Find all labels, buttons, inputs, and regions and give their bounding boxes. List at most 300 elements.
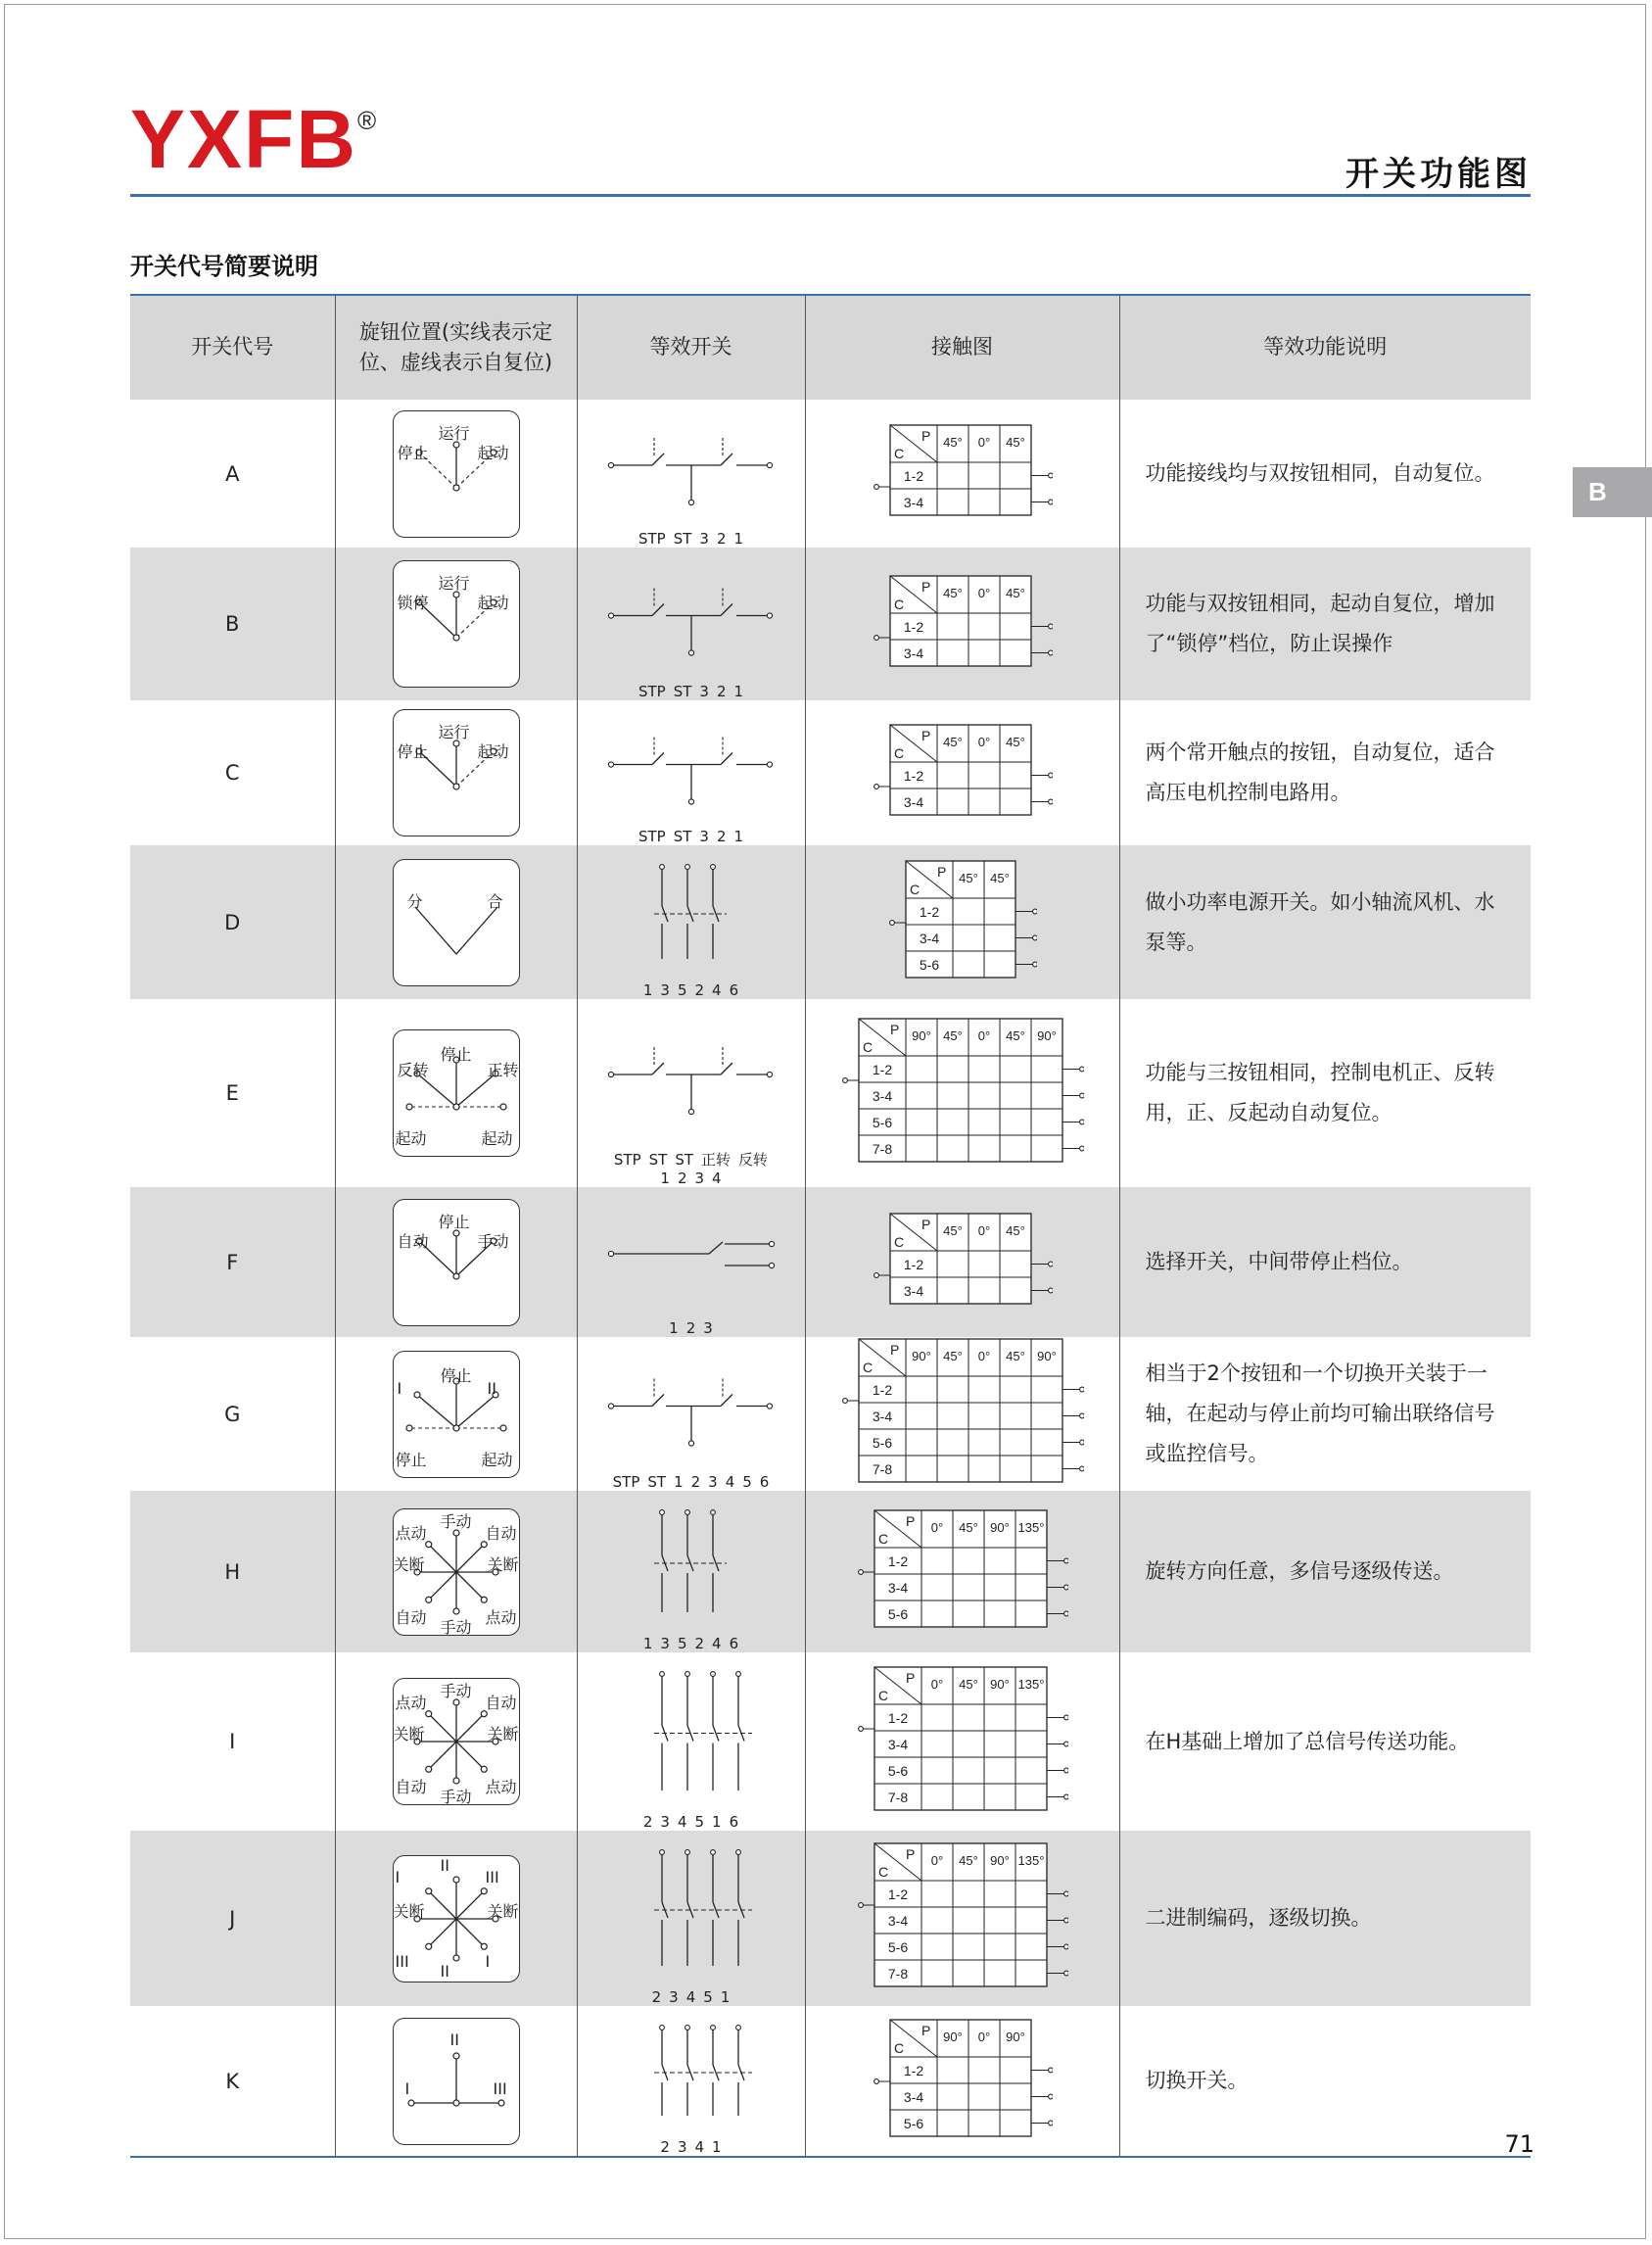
switch-terminal-label: 3 [708,1472,718,1491]
contact-chart [873,1212,1053,1308]
switch-terminal-label: 6 [729,1635,739,1652]
contact-row-label: 3-4 [903,495,923,510]
knob-diagram [393,859,520,986]
contact-column-label: 90° [989,1676,1010,1692]
knob-cell [335,1491,577,1652]
knob-label: 停止 [438,1212,470,1231]
table-row [130,1831,1531,2006]
contact-chart [857,1508,1068,1631]
switch-code: G [130,1337,335,1491]
switch-terminal-label: 1 [733,828,744,845]
header-divider [130,194,1531,197]
contact-row-label: 7-8 [872,1461,892,1477]
switch-terminal-label: 1 [733,530,744,548]
knob-label: II [440,1855,449,1875]
switch-terminal-label: 正转 [701,1151,732,1169]
knob-diagram [393,560,520,688]
knob-cell [335,700,577,845]
contact-chart-cell [805,548,1119,700]
switch-terminal-label: 1 [712,1813,722,1831]
contact-column-label: 0° [977,435,990,450]
knob-label: 停止 [397,443,429,462]
contact-row-label: 3-4 [903,2088,923,2105]
switch-terminal-label: 4 [677,1813,687,1831]
switch-code: H [130,1491,335,1652]
equivalent-switch-cell [577,1337,805,1491]
equivalent-switch-cell [577,999,805,1187]
knob-label: 手动 [440,1682,472,1700]
switch-terminal-label: 4 [694,2138,705,2156]
knob-label: II [487,1378,496,1398]
contact-column-label: 45° [1005,435,1025,450]
contact-row-label: 1-2 [919,903,939,920]
knob-label: III [485,1867,499,1887]
switch-terminal-label: 3 [677,2138,687,2156]
side-tab[interactable]: B [1573,467,1652,517]
knob-cell [335,1652,577,1831]
contact-column-label: 0° [930,1676,943,1692]
contact-chart-cell [805,1337,1119,1491]
contact-column-label: 45° [989,870,1010,885]
contact-column-label: 0° [977,585,990,600]
svg-text:P: P [920,428,930,444]
function-description: 做小功率电源开关。如小轴流风机、水泵等。 [1119,845,1531,999]
registered-mark: ® [357,106,377,135]
knob-label: 关断 [393,1554,425,1574]
knob-label: 运行 [438,723,470,741]
contact-column-label: 90° [942,2029,963,2044]
switch-code: A [130,400,335,548]
contact-row-label: 3-4 [903,645,923,661]
contact-row-label: 1-2 [903,468,923,484]
contact-row-label: 5-6 [872,1435,892,1451]
knob-cell [335,845,577,999]
switch-terminal-label: STP [637,530,666,548]
contact-column-label: 45° [942,435,963,450]
function-description: 旋转方向任意，多信号逐级传送。 [1119,1491,1531,1652]
svg-text:P: P [889,1021,899,1037]
knob-label: 起动 [481,1129,513,1148]
function-description: 选择开关，中间带停止档位。 [1119,1187,1531,1337]
contact-column-label: 45° [958,1676,978,1692]
contact-column-label: 45° [1005,1349,1025,1363]
page-number: 71 [1504,2130,1534,2158]
equivalent-switch-cell [577,400,805,548]
switch-terminal-label: STP [612,1472,640,1491]
knob-label: 停止 [440,1045,472,1064]
switch-terminal-label: 2 [716,828,727,845]
table-header-row [130,295,1531,400]
knob-label: II [440,1961,449,1981]
contact-chart-cell [805,1187,1119,1337]
knob-diagram [393,1029,520,1157]
contact-row-label: 3-4 [872,1409,892,1424]
switch-code: E [130,999,335,1187]
equivalent-switch-cell [577,845,805,999]
svg-text:C: C [909,881,920,897]
switch-terminal-label: 1 [733,683,744,700]
page-title: 开关功能图 [1345,155,1532,194]
contact-row-label: 1-2 [887,1552,908,1569]
switch-terminal-label: 3 [703,1319,713,1337]
switch-terminal-label: STP [637,828,666,845]
knob-label: I [395,1867,401,1887]
knob-label: 关断 [487,1554,519,1574]
switch-terminal-labels [578,1473,805,1491]
contact-column-label: 90° [1036,1349,1057,1363]
brand-logo [130,93,377,185]
equivalent-switch-diagram [593,2006,789,2139]
switch-terminal-label: 2 [690,1472,701,1491]
knob-diagram [393,1199,520,1326]
switch-terminal-label: 6 [729,1813,739,1831]
switch-code: C [130,700,335,845]
switch-terminal-label: 5 [703,1988,713,2006]
contact-chart-cell [805,1491,1119,1652]
switch-code: I [130,1652,335,1831]
svg-text:C: C [893,2039,904,2056]
contact-column-label: 0° [977,1027,990,1043]
switch-terminal-label: ST [673,530,692,548]
svg-text:P: P [920,2022,930,2038]
switch-terminal-label: 3 [669,1988,679,2006]
switch-terminal-label: 3 [694,1170,705,1187]
equivalent-switch-diagram [593,1652,789,1814]
contact-chart [888,859,1037,981]
equivalent-switch-cell [577,548,805,700]
knob-label: 关断 [393,1725,425,1743]
table-row [130,400,1531,548]
knob-lines [394,860,519,985]
contact-chart [857,1665,1068,1814]
switch-code: K [130,2006,335,2157]
knob-diagram [393,1351,520,1478]
contact-row-label: 1-2 [903,2062,923,2078]
knob-label: I [485,1951,491,1971]
knob-label: I [397,1378,402,1398]
function-description: 功能与双按钮相同，起动自复位，增加了“锁停”档位，防止误操作 [1119,548,1531,700]
equivalent-switch-cell [577,1187,805,1337]
contact-row-label: 3-4 [887,1579,908,1596]
switch-terminal-label: 4 [712,1635,722,1652]
switch-terminal-label: 4 [712,981,722,999]
switch-terminal-label: 2 [694,1635,705,1652]
svg-text:P: P [920,727,930,743]
contact-chart [873,423,1053,519]
knob-label: 手动 [477,1231,509,1251]
header-equivalent: 等效开关 [577,295,805,400]
equivalent-switch-cell [577,700,805,845]
knob-label: 自动 [395,1778,427,1796]
knob-label: 分 [406,891,423,911]
contact-chart-cell [805,1652,1119,1831]
knob-label: III [395,1951,409,1971]
svg-text:P: P [920,1217,930,1232]
switch-terminal-label: 反转 [738,1151,769,1169]
switch-code: J [130,1831,335,2006]
knob-label: II [449,2030,459,2049]
contact-column-label: 0° [930,1853,943,1868]
equivalent-switch-diagram [593,1831,789,1989]
knob-label: 点动 [485,1607,517,1627]
svg-text:C: C [877,1687,888,1703]
contact-column-label: 45° [958,1519,978,1535]
svg-text:C: C [877,1864,888,1880]
contact-row-label: 3-4 [887,1736,908,1752]
contact-column-label: 45° [942,1223,963,1238]
knob-diagram [393,1855,520,1982]
contact-column-label: 45° [958,1853,978,1868]
contact-chart [873,574,1053,670]
equivalent-switch-cell [577,1652,805,1831]
function-description: 在H基础上增加了总信号传送功能。 [1119,1652,1531,1831]
contact-column-label: 45° [958,870,978,885]
knob-label: 点动 [395,1523,427,1543]
contact-row-label: 7-8 [887,1966,908,1982]
switch-terminal-label: STP [613,1151,641,1169]
equivalent-switch-cell [577,1491,805,1652]
contact-row-label: 5-6 [903,2115,923,2131]
knob-label: 自动 [485,1523,517,1543]
contact-column-label: 0° [977,734,990,749]
contact-column-label: 90° [1005,2029,1025,2044]
contact-row-label: 5-6 [919,956,939,973]
knob-label: 自动 [397,1231,429,1251]
knob-label: III [493,2078,507,2098]
equivalent-switch-diagram [593,1187,789,1320]
contact-row-label: 3-4 [887,1913,908,1929]
svg-text:C: C [893,744,904,761]
contact-chart-cell [805,999,1119,1187]
knob-label: 手动 [440,1788,472,1806]
svg-text:C: C [877,1530,888,1547]
contact-column-label: 0° [977,1349,990,1363]
switch-terminal-label: 5 [677,981,687,999]
svg-text:P: P [889,1342,899,1358]
contact-chart-cell [805,1831,1119,2006]
knob-label: 起动 [481,1450,513,1469]
header-function: 等效功能说明 [1119,295,1531,400]
svg-text:C: C [862,1038,873,1055]
table-row [130,1652,1531,1831]
contact-column-label: 45° [942,734,963,749]
contact-chart [841,1337,1084,1486]
contact-row-label: 7-8 [872,1140,892,1157]
svg-text:C: C [893,446,904,461]
knob-label: 手动 [440,1617,472,1637]
switch-terminal-label: 2 [651,1988,662,2006]
contact-row-label: 1-2 [903,767,923,784]
contact-chart-cell [805,700,1119,845]
equivalent-switch-cell [577,2006,805,2157]
contact-column-label: 0° [930,1519,943,1535]
function-description: 二进制编码，逐级切换。 [1119,1831,1531,2006]
header-knob [335,295,577,400]
switch-terminal-label: 2 [642,1813,653,1831]
table-row [130,845,1531,999]
table-row [130,1337,1531,1491]
svg-text:P: P [920,578,930,595]
knob-diagram [393,1678,520,1805]
switch-terminal-labels [578,2138,805,2156]
knob-diagram [393,709,520,836]
knob-label: 锁停 [397,594,429,612]
contact-row-label: 3-4 [919,930,939,946]
contact-row-label: 1-2 [903,1257,923,1272]
svg-text:C: C [862,1360,873,1375]
knob-label: 正转 [487,1061,519,1079]
knob-label: 自动 [395,1607,427,1627]
contact-row-label: 1-2 [903,618,923,635]
knob-cell [335,400,577,548]
contact-column-label: 45° [1005,1027,1025,1043]
contact-chart [873,2018,1053,2140]
knob-label: 合 [487,891,503,911]
switch-code: D [130,845,335,999]
contact-column-label: 90° [989,1519,1010,1535]
knob-label: 点动 [395,1694,427,1712]
brand-name: YXFB [130,93,358,185]
contact-row-label: 3-4 [903,1283,923,1299]
contact-row-label: 1-2 [887,1887,908,1902]
contact-row-label: 5-6 [872,1114,892,1130]
knob-label: 停止 [440,1365,472,1385]
switch-terminal-label: 1 [720,1988,731,2006]
contact-column-label: 45° [1005,734,1025,749]
switch-terminal-label: 3 [699,828,709,845]
knob-label: 起动 [477,594,509,612]
knob-cell [335,1831,577,2006]
switch-terminal-labels [578,828,805,845]
header-contact: 接触图 [805,295,1119,400]
knob-label: 手动 [440,1511,472,1531]
switch-terminal-label: 1 [642,1635,653,1652]
switch-terminal-labels [578,1149,805,1187]
switch-terminal-label: 3 [660,981,670,999]
equivalent-switch-diagram [593,400,789,531]
contact-column-label: 45° [942,585,963,600]
switch-terminal-label: ST [647,1472,667,1491]
function-description: 功能与三按钮相同，控制电机正、反转用，正、反起动自动复位。 [1119,999,1531,1187]
contact-column-label: 0° [977,1223,990,1238]
switch-code: B [130,548,335,700]
switch-terminal-label: 4 [725,1472,735,1491]
contact-column-label: 135° [1017,1519,1044,1535]
knob-cell [335,999,577,1187]
contact-column-label: 45° [1005,585,1025,600]
table-row [130,548,1531,700]
svg-text:C: C [893,1234,904,1250]
knob-label: 关断 [487,1901,519,1921]
svg-text:P: P [905,1669,915,1686]
contact-row-label: 7-8 [887,1789,908,1805]
knob-label: 起动 [395,1129,427,1148]
table-row [130,999,1531,1187]
contact-column-label: 45° [942,1027,963,1043]
contact-column-label: 135° [1017,1676,1044,1692]
equivalent-switch-diagram [593,548,789,684]
knob-label: 停止 [395,1450,427,1469]
table-row [130,1491,1531,1652]
contact-column-label: 0° [977,2029,990,2044]
switch-terminal-label: STP [637,683,666,700]
switch-terminal-labels [578,1813,805,1831]
knob-label: 反转 [397,1061,429,1079]
function-description: 相当于2个按钮和一个切换开关装于一轴，在起动与停止前均可输出联络信号或监控信号。 [1119,1337,1531,1491]
table-row [130,2006,1531,2157]
svg-text:P: P [905,1846,915,1862]
switch-terminal-labels [578,530,805,548]
switch-code-table [130,294,1531,2158]
switch-terminal-label: 3 [699,530,709,548]
knob-cell [335,1337,577,1491]
svg-text:C: C [893,596,904,612]
knob-label: 点动 [485,1778,517,1796]
equivalent-switch-diagram [593,1338,789,1474]
knob-label: 起动 [477,443,509,462]
function-description: 功能接线均与双按钮相同，自动复位。 [1119,400,1531,548]
contact-chart [841,1017,1084,1166]
switch-terminal-label: 1 [669,1319,679,1337]
switch-terminal-label: 5 [694,1813,705,1831]
switch-terminal-label: ST [648,1151,668,1169]
contact-row-label: 3-4 [872,1087,892,1104]
header-code: 开关代号 [130,295,335,400]
equivalent-switch-cell [577,1831,805,2006]
switch-terminal-labels [578,1988,805,2006]
contact-column-label: 90° [1036,1027,1057,1043]
knob-diagram [393,2018,520,2145]
contact-chart [857,1841,1068,1990]
contact-chart-cell [805,2006,1119,2157]
contact-row-label: 5-6 [887,1605,908,1622]
contact-chart-cell [805,400,1119,548]
switch-code: F [130,1187,335,1337]
switch-terminal-label: 3 [660,1635,670,1652]
switch-terminal-label: 2 [694,981,705,999]
switch-terminal-label: 2 [685,1319,696,1337]
switch-terminal-label: 3 [699,683,709,700]
equivalent-switch-diagram [593,700,789,829]
knob-cell [335,2006,577,2157]
contact-row-label: 1-2 [872,1061,892,1077]
knob-label: I [404,2078,410,2098]
switch-terminal-label: 6 [729,981,739,999]
switch-terminal-label: 5 [742,1472,752,1491]
table-row [130,700,1531,845]
contact-column-label: 45° [1005,1223,1025,1238]
contact-chart [873,723,1053,819]
equivalent-switch-diagram [593,999,789,1150]
contact-column-label: 90° [911,1027,931,1043]
switch-terminal-label: 3 [660,1813,670,1831]
switch-terminal-label: ST [675,1151,694,1169]
equivalent-switch-diagram [593,845,789,982]
switch-terminal-label: 1 [712,2138,722,2156]
switch-terminal-label: 4 [712,1170,722,1187]
switch-terminal-label: 1 [674,1472,684,1491]
contact-column-label: 135° [1017,1853,1044,1868]
knob-label: 运行 [438,574,470,593]
switch-terminal-label: 2 [677,1170,687,1187]
contact-row-label: 3-4 [903,793,923,810]
knob-label: 运行 [438,423,470,443]
table-row [130,1187,1531,1337]
switch-terminal-label: 1 [660,1170,670,1187]
switch-terminal-label: 2 [716,683,727,700]
contact-row-label: 5-6 [887,1762,908,1779]
switch-terminal-labels [578,1319,805,1337]
